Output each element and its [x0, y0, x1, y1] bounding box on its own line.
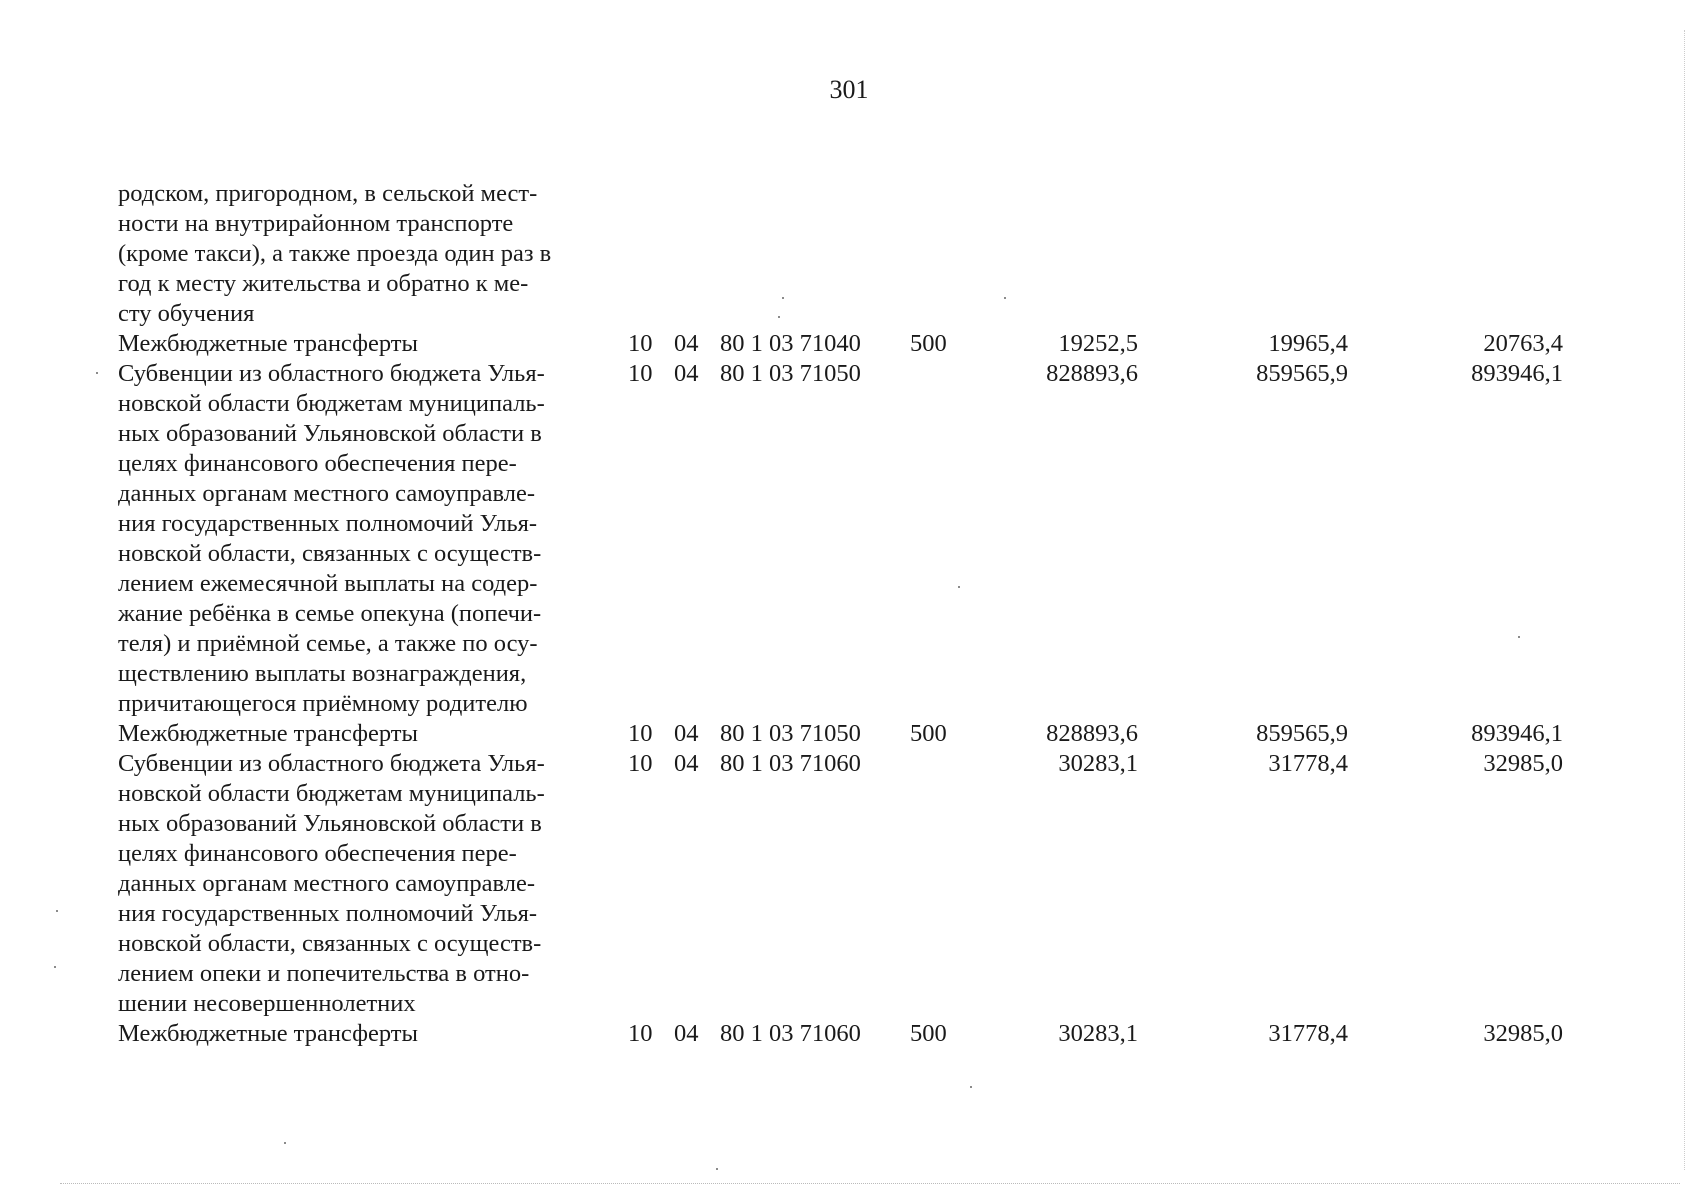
- target-article-value: 80 1 03 71060: [720, 750, 861, 777]
- subsection-code-cell: [674, 1019, 720, 1049]
- scan-speck: [958, 586, 960, 588]
- row-name-line: ния государственных полномочий Улья-: [118, 510, 538, 537]
- row-name-line: Межбюджетные трансферты: [118, 720, 418, 747]
- section-code-cell: [628, 749, 674, 1019]
- row-name-cell: [118, 359, 628, 719]
- section-code-cell: [628, 1019, 674, 1049]
- scan-edge-right: [1684, 30, 1685, 1170]
- scan-speck: [1004, 297, 1006, 299]
- amount-year3-cell: [1370, 329, 1575, 359]
- target-article-value: 80 1 03 71060: [720, 1020, 861, 1047]
- target-article-cell: [720, 1019, 910, 1049]
- row-name-cell: [118, 179, 628, 329]
- target-article-value: 80 1 03 71050: [720, 720, 861, 747]
- target-article-cell: [720, 359, 910, 719]
- scan-speck: [778, 316, 780, 318]
- target-article-cell: [720, 329, 910, 359]
- amount-year2-cell: [1160, 179, 1370, 329]
- amount-year3-value: 893946,1: [1471, 360, 1563, 387]
- table-row: [118, 359, 1575, 719]
- subsection-code-value: 04: [674, 720, 699, 747]
- row-name-line: (кроме такси), а также проезда один раз в: [118, 240, 552, 267]
- row-name-line: жание ребёнка в семье опекуна (попечи-: [118, 600, 542, 627]
- amount-year1-cell: [990, 359, 1160, 719]
- amount-year3-value: 893946,1: [1471, 720, 1563, 747]
- subsection-code-value: 04: [674, 750, 699, 777]
- row-name-line: Субвенции из областного бюджета Улья-: [118, 360, 545, 387]
- expense-type-cell: [910, 179, 990, 329]
- scan-speck: [56, 910, 58, 912]
- scan-speck: [716, 1168, 718, 1170]
- expense-type-cell: [910, 329, 990, 359]
- row-name-line: ности на внутрирайонном транспорте: [118, 210, 514, 237]
- row-name-line: новской области бюджетам муниципаль-: [118, 780, 545, 807]
- amount-year3-cell: [1370, 719, 1575, 749]
- expense-type-cell: [910, 1019, 990, 1049]
- row-name-line: ных образований Ульяновской области в: [118, 420, 542, 447]
- row-name-line: новской области бюджетам муниципаль-: [118, 390, 545, 417]
- amount-year3-value: 32985,0: [1483, 750, 1563, 777]
- amount-year2-cell: [1160, 329, 1370, 359]
- amount-year3-cell: [1370, 749, 1575, 1019]
- expense-type-value: 500: [910, 330, 947, 357]
- section-code-value: 10: [628, 330, 653, 357]
- row-name-line: целях финансового обеспечения пере-: [118, 450, 517, 477]
- row-name-line: Межбюджетные трансферты: [118, 1020, 418, 1047]
- row-name-line: лением опеки и попечительства в отно-: [118, 960, 530, 987]
- subsection-code-value: 04: [674, 330, 699, 357]
- amount-year3-cell: [1370, 1019, 1575, 1049]
- section-code-cell: [628, 179, 674, 329]
- scan-speck: [1518, 636, 1520, 638]
- amount-year1-value: 19252,5: [1058, 330, 1138, 357]
- section-code-cell: [628, 719, 674, 749]
- subsection-code-cell: [674, 749, 720, 1019]
- amount-year1-value: 828893,6: [1046, 720, 1138, 747]
- subsection-code-cell: [674, 719, 720, 749]
- amount-year1-value: 30283,1: [1058, 1020, 1138, 1047]
- scan-speck: [54, 966, 56, 968]
- row-name-line: новской области, связанных с осуществ-: [118, 930, 542, 957]
- row-name-line: причитающегося приёмному родителю: [118, 690, 528, 717]
- amount-year3-cell: [1370, 179, 1575, 329]
- subsection-code-value: 04: [674, 360, 699, 387]
- table-row: [118, 179, 1575, 329]
- table-row: [118, 749, 1575, 1019]
- scan-speck: [284, 1142, 286, 1144]
- amount-year2-cell: [1160, 719, 1370, 749]
- amount-year2-cell: [1160, 749, 1370, 1019]
- row-name-line: Межбюджетные трансферты: [118, 330, 418, 357]
- expense-type-cell: [910, 749, 990, 1019]
- amount-year2-cell: [1160, 1019, 1370, 1049]
- amount-year3-value: 20763,4: [1483, 330, 1563, 357]
- amount-year2-value: 31778,4: [1268, 1020, 1348, 1047]
- target-article-cell: [720, 719, 910, 749]
- row-name-line: ния государственных полномочий Улья-: [118, 900, 538, 927]
- row-name-line: ных образований Ульяновской области в: [118, 810, 542, 837]
- amount-year2-value: 859565,9: [1256, 360, 1348, 387]
- amount-year1-value: 30283,1: [1058, 750, 1138, 777]
- expense-type-value: 500: [910, 1020, 947, 1047]
- subsection-code-cell: [674, 329, 720, 359]
- section-code-cell: [628, 329, 674, 359]
- row-name-line: ществлению выплаты вознаграждения,: [118, 660, 527, 687]
- amount-year3-value: 32985,0: [1483, 1020, 1563, 1047]
- subsection-code-cell: [674, 179, 720, 329]
- row-name-line: данных органам местного самоуправле-: [118, 870, 536, 897]
- row-name-cell: [118, 1019, 628, 1049]
- row-name-cell: [118, 329, 628, 359]
- row-name-line: шении несовершеннолетних: [118, 990, 416, 1017]
- table-row: [118, 329, 1575, 359]
- amount-year2-cell: [1160, 359, 1370, 719]
- target-article-value: 80 1 03 71050: [720, 360, 861, 387]
- amount-year2-value: 19965,4: [1268, 330, 1348, 357]
- row-name-line: Субвенции из областного бюджета Улья-: [118, 750, 545, 777]
- target-article-cell: [720, 749, 910, 1019]
- row-name-cell: [118, 719, 628, 749]
- expense-type-cell: [910, 719, 990, 749]
- amount-year2-value: 859565,9: [1256, 720, 1348, 747]
- row-name-line: целях финансового обеспечения пере-: [118, 840, 517, 867]
- expense-type-value: 500: [910, 720, 947, 747]
- section-code-cell: [628, 359, 674, 719]
- row-name-line: сту обучения: [118, 300, 255, 327]
- budget-table-body: [118, 179, 1575, 1049]
- row-name-line: год к месту жительства и обратно к ме-: [118, 270, 529, 297]
- row-name-line: лением ежемесячной выплаты на содер-: [118, 570, 538, 597]
- table-row: [118, 719, 1575, 749]
- row-name-line: новской области, связанных с осуществ-: [118, 540, 542, 567]
- amount-year2-value: 31778,4: [1268, 750, 1348, 777]
- budget-table: [118, 179, 1575, 1049]
- target-article-cell: [720, 179, 910, 329]
- table-row: [118, 1019, 1575, 1049]
- scan-speck: [782, 297, 784, 299]
- section-code-value: 10: [628, 360, 653, 387]
- row-name-cell: [118, 749, 628, 1019]
- page-number: 301: [829, 75, 869, 104]
- amount-year1-cell: [990, 1019, 1160, 1049]
- scan-speck: [96, 372, 98, 374]
- amount-year1-cell: [990, 749, 1160, 1019]
- scan-speck: [970, 1086, 972, 1088]
- row-name-line: данных органам местного самоуправле-: [118, 480, 536, 507]
- amount-year1-cell: [990, 179, 1160, 329]
- subsection-code-cell: [674, 359, 720, 719]
- section-code-value: 10: [628, 720, 653, 747]
- section-code-value: 10: [628, 1020, 653, 1047]
- amount-year3-cell: [1370, 359, 1575, 719]
- row-name-line: теля) и приёмной семье, а также по осу-: [118, 630, 538, 657]
- amount-year1-value: 828893,6: [1046, 360, 1138, 387]
- row-name-line: родском, пригородном, в сельской мест-: [118, 180, 538, 207]
- target-article-value: 80 1 03 71040: [720, 330, 861, 357]
- subsection-code-value: 04: [674, 1020, 699, 1047]
- expense-type-cell: [910, 359, 990, 719]
- amount-year1-cell: [990, 719, 1160, 749]
- amount-year1-cell: [990, 329, 1160, 359]
- section-code-value: 10: [628, 750, 653, 777]
- scan-edge-bottom: [60, 1183, 1680, 1184]
